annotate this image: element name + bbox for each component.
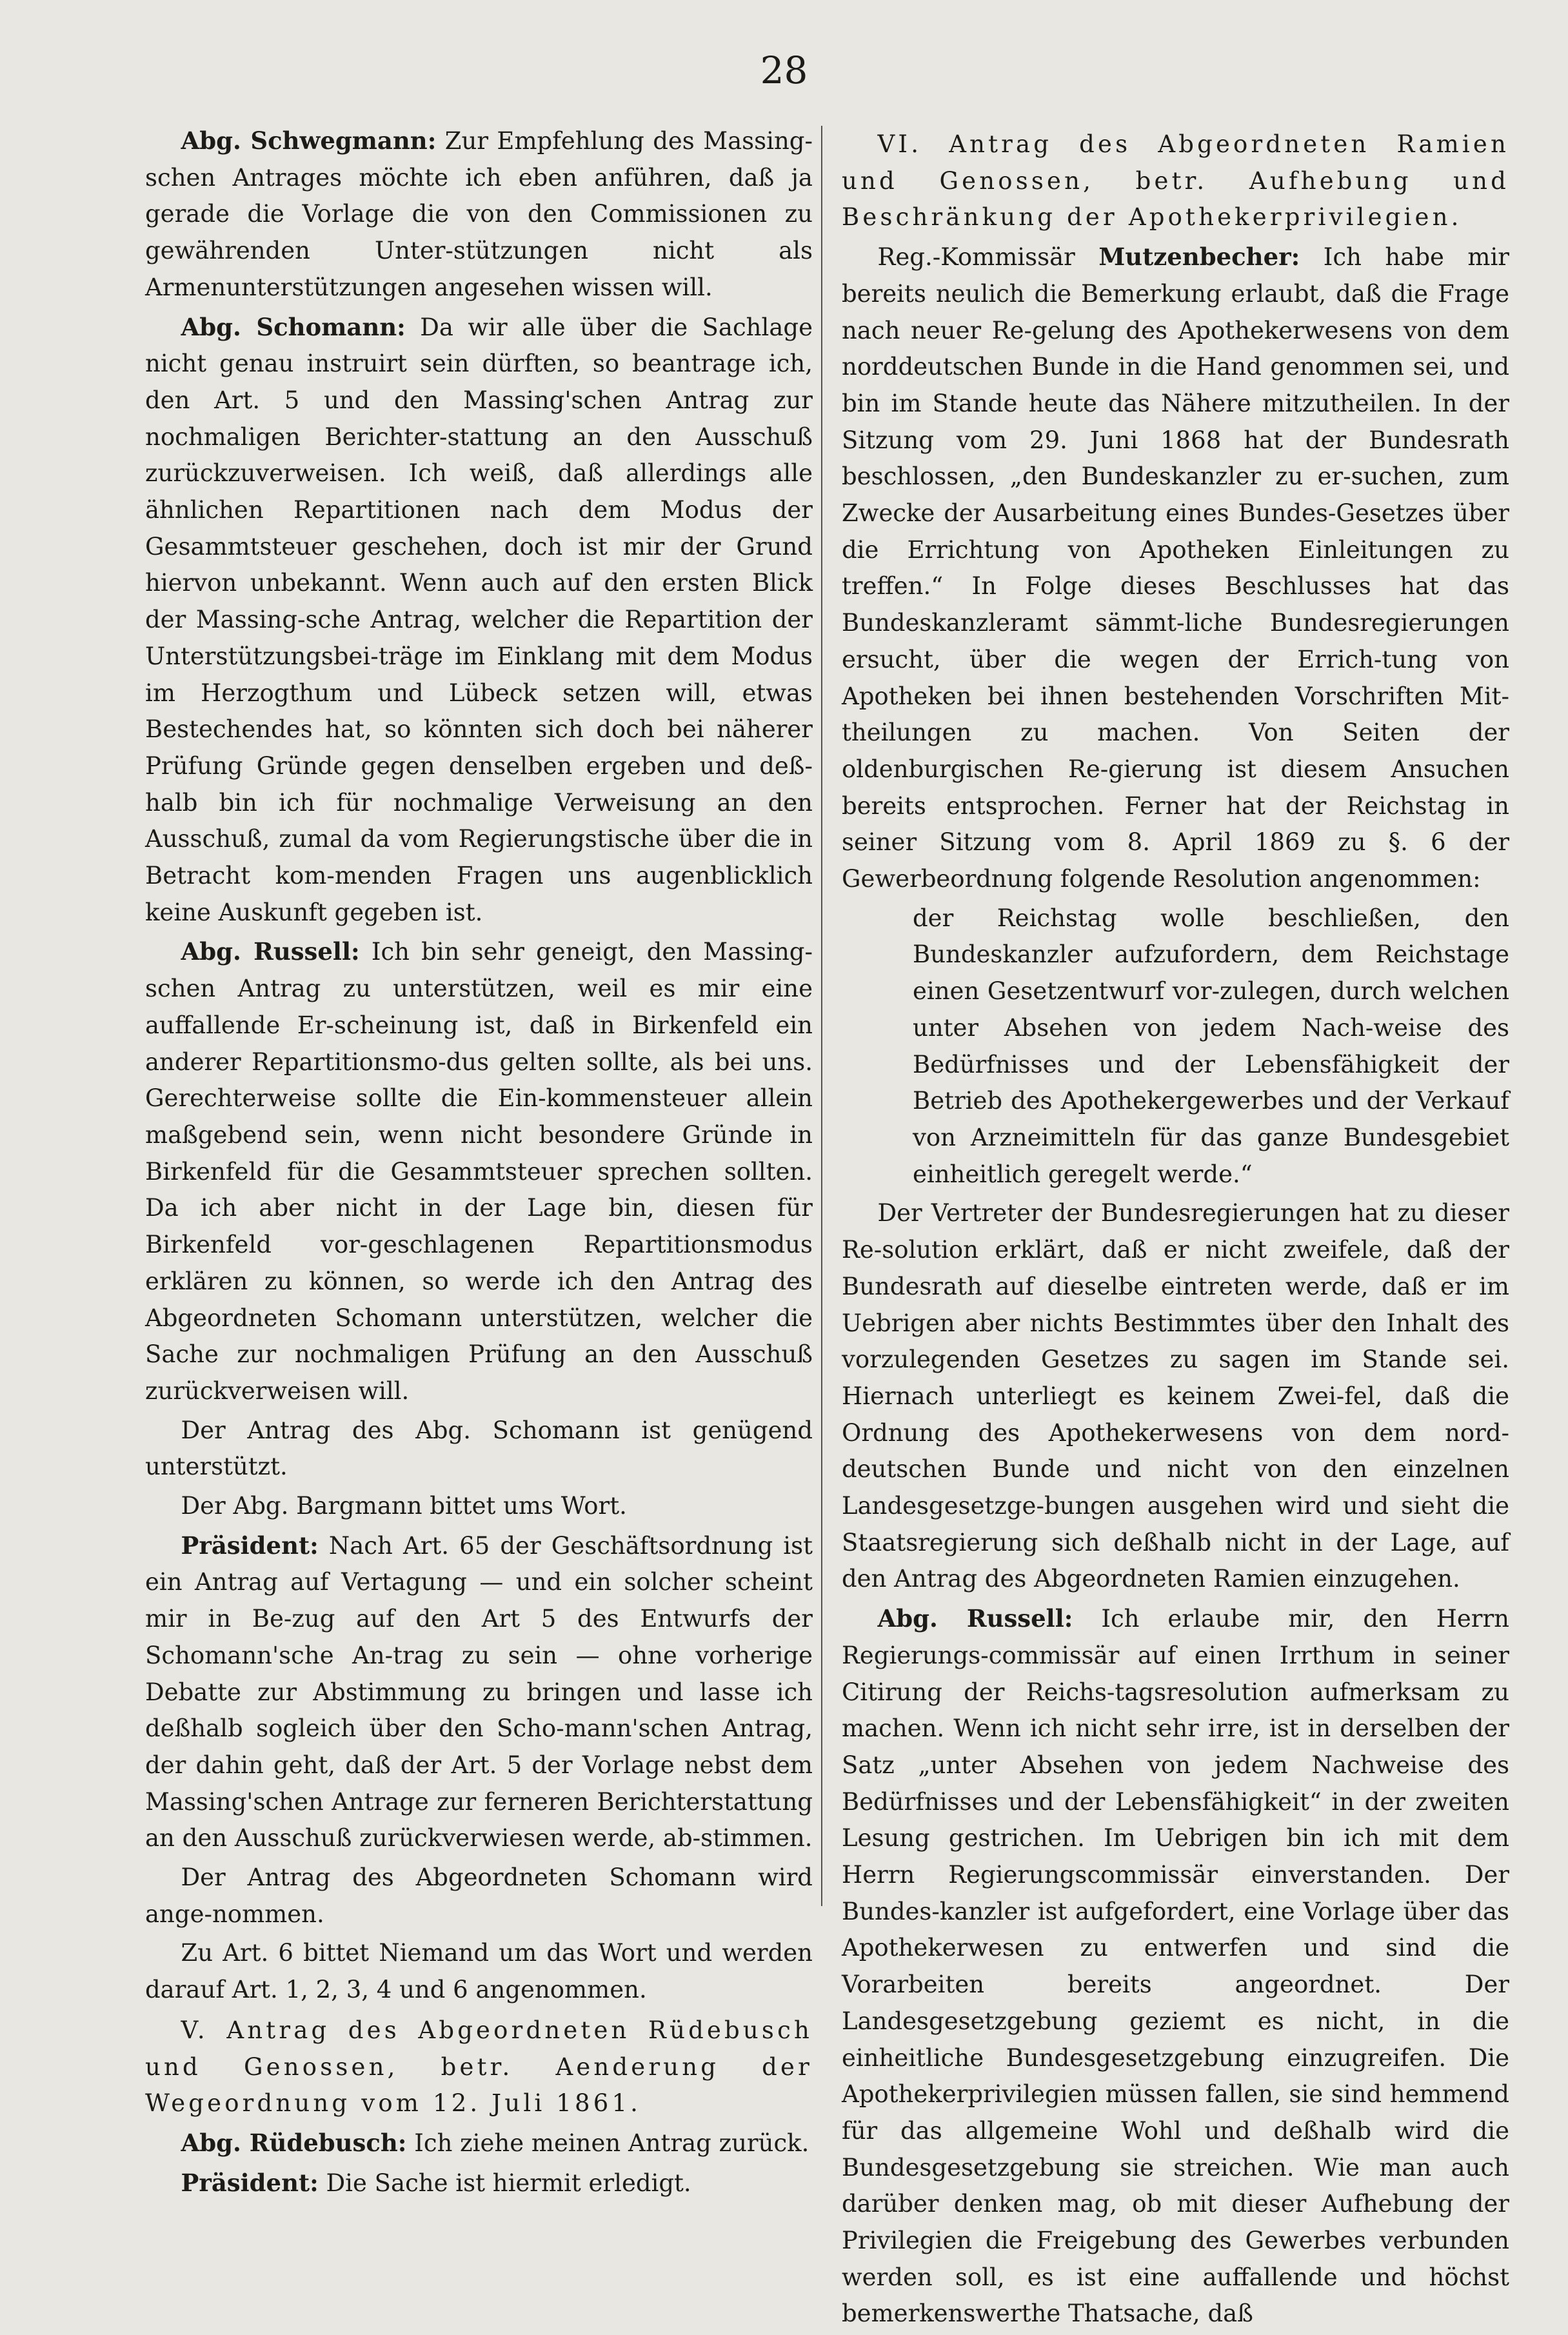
agenda-heading-vi: VI. Antrag des Abgeordneten Ramien und Genossen, betr. Aufhebung und Beschränkung der Apothekerprivilegien. [842,130,1509,232]
paragraph: Der Vertreter der Bundesregierungen hat zu dieser Re-solution erklärt, daß er nicht zweifele, daß der Bundesrath auf dieselbe eintreten werde, daß er im Uebrigen aber nichts Bestimmtes über den Inhalt des vorzulegenden Gesetzes zu sagen im Stande sei. Hiernach unterliegt es keinem Zwei-fel, daß die Ordnung des Apothekerwesens von dem nord-deutschen Bunde und nicht von den einzelnen Landesgesetzge-bungen ausgehen wird und sieht die Staatsregierung sich deßhalb nicht in der Lage, auf den Antrag des Abgeordneten Ramien einzugehen. [842,1199,1509,1593]
speech-mutzenbecher [842,239,1509,898]
page-number: 28 [760,48,808,92]
speech-president [145,1527,813,1857]
speaker-name: Präsident: [181,1531,319,1560]
right-column [842,123,1509,2335]
speech-text: Ich bin sehr geneigt, den Massing-schen Antrag zu unterstützen, weil es mir eine auffallende Er-scheinung ist, daß in Birkenfeld ein anderer Repartitionsmo-dus gelten sollte, als bei uns. Gerechterweise sollte die Ein-kommensteuer allein maßgebend sein, wenn nicht besondere Gründe in Birkenfeld für die Gesammtsteuer sprechen sollten. Da ich aber nicht in der Lage bin, diesen für Birkenfeld vor-geschlagenen Repartitionsmodus erklären zu können, so werde ich den Antrag des Abgeordneten Schomann unterstützen, welcher die Sache zur nochmaligen Prüfung an den Ausschuß zurückverweisen will. [145,938,813,1405]
speech-schwegmann [145,123,813,306]
procedural-note: Der Abg. Bargmann bittet ums Wort. [181,1492,627,1520]
speech-text: Ich erlaube mir, den Herrn Regierungs-commissär auf einen Irrthum in seiner Citirung der Reichs-tagsresolution aufmerksam zu machen. Wenn ich nicht sehr irre, ist in derselben der Satz „unter Absehen von jedem Nachweise des Bedürfnisses und der Lebensfähigkeit“ in der zweiten Lesung gestrichen. Im Uebrigen bin ich mit dem Herrn Regierungscommissär einverstanden. Der Bundes-kanzler ist aufgefordert, eine Vorlage über das Apothekerwesen zu entwerfen und sind die Vorarbeiten bereits angeordnet. Der Landesgesetzgebung geziemt es nicht, in die einheitliche Bundesgesetzgebung einzugreifen. Die Apothekerprivilegien müssen fallen, sie sind hemmend für das allgemeine Wohl und deßhalb wird die Bundesgesetzgebung sie streichen. Wie man auch darüber denken mag, ob mit dieser Aufhebung der Privilegien die Freigebung des Gewerbes verbunden werden soll, es ist eine auffallende und höchst bemerkenswerthe Thatsache, daß [842,1605,1509,2328]
speaker-name: Abg. Russell: [877,1604,1073,1633]
speaker-name: Abg. Rüdebusch: [181,2128,407,2157]
procedural-note: Der Antrag des Abg. Schomann ist genügend unterstützt. [145,1416,813,1481]
speaker-name: Präsident: [181,2168,319,2197]
speech-ruedebusch [145,2125,813,2162]
speech-president [145,2165,813,2202]
speech-text: Die Sache ist hiermit erledigt. [318,2169,691,2197]
speaker-title: Reg.-Kommissär [877,243,1099,272]
speaker-name: Mutzenbecher: [1098,243,1300,272]
speaker-name: Abg. Russell: [181,937,360,966]
resolution-quote: der Reichstag wolle beschließen, den Bundeskanzler aufzufordern, dem Reichstage einen Gesetzentwurf vor-zulegen, durch welchen unter Absehen von jedem Nach-weise des Bedürfnisses und der Lebensfähigkeit der Betrieb des Apothekergewerbes und der Verkauf von Arzneimitteln für das ganze Bundesgebiet einheitlich geregelt werde.“ [913,904,1509,1188]
left-column [145,123,813,2204]
procedural-note: Zu Art. 6 bittet Niemand um das Wort und werden darauf Art. 1, 2, 3, 4 und 6 angenommen. [145,1939,813,2004]
speech-russell [842,1600,1509,2332]
speech-schomann [145,309,813,931]
speech-text: Da wir alle über die Sachlage nicht genau instruirt sein dürften, so beantrage ich, den Art. 5 und den Massing'schen Antrag zur nochmaligen Berichter-stattung an den Ausschuß zurückzuverweisen. Ich weiß, daß allerdings alle ähnlichen Repartitionen nach dem Modus der Gesammtsteuer geschehen, doch ist mir der Grund hiervon unbekannt. Wenn auch auf den ersten Blick der Massing-sche Antrag, welcher die Repartition der Unterstützungsbei-träge im Einklang mit dem Modus im Herzogthum und Lübeck setzen will, etwas Bestechendes hat, so könnten sich doch bei näherer Prüfung Gründe gegen denselben ergeben und deß-halb bin ich für nochmalige Verweisung an den Ausschuß, zumal da vom Regierungstische über die in Betracht kom-menden Fragen uns augenblicklich keine Auskunft gegeben ist. [145,313,813,926]
speech-text: Ich ziehe meinen Antrag zurück. [406,2129,809,2157]
procedural-note: Der Antrag des Abgeordneten Schomann wird ange-nommen. [145,1863,813,1928]
speaker-name: Abg. Schomann: [181,312,406,341]
speech-text: Ich habe mir bereits neulich die Bemerkung erlaubt, daß die Frage nach neuer Re-gelung des Apothekerwesens von dem norddeutschen Bunde in die Hand genommen sei, und bin im Stande heute das Nähere mitzutheilen. In der Sitzung vom 29. Juni 1868 hat der Bundesrath beschlossen, „den Bundeskanzler zu er-suchen, zum Zwecke der Ausarbeitung eines Bundes-Gesetzes über die Errichtung von Apotheken Einleitungen zu treffen.“ In Folge dieses Beschlusses hat das Bundeskanzleramt sämmt-liche Bundesregierungen ersucht, über die wegen der Errich-tung von Apotheken bei ihnen bestehenden Vorschriften Mit-theilungen zu machen. Von Seiten der oldenburgischen Re-gierung ist diesem Ansuchen bereits entsprochen. Ferner hat der Reichstag in seiner Sitzung vom 8. April 1869 zu §. 6 der Gewerbeordnung folgende Resolution angenommen: [842,243,1509,893]
agenda-heading-v: V. Antrag des Abgeordneten Rüdebusch und Genossen, betr. Aenderung der Wegeordnung vom 12. Juli 1861. [145,2016,813,2118]
column-divider [821,126,822,1906]
speaker-name: Abg. Schwegmann: [181,126,437,155]
speech-text: Nach Art. 65 der Geschäftsordnung ist ein Antrag auf Vertagung — und ein solcher scheint mir in Be-zug auf den Art 5 des Entwurfs der Schomann'sche An-trag zu sein — ohne vorherige Debatte zur Abstimmung zu bringen und lasse ich deßhalb sogleich über den Scho-mann'schen Antrag, der dahin geht, daß der Art. 5 der Vorlage nebst dem Massing'schen Antrage zur ferneren Berichterstattung an den Ausschuß zurückverwiesen werde, ab-stimmen. [145,1531,813,1853]
speech-text: Zur Empfehlung des Massing-schen Antrages möchte ich eben anführen, daß ja gerade die Vorlage die von den Commissionen zu gewährenden Unter-stützungen nicht als Armenunterstützungen angesehen wissen will. [145,127,813,301]
speech-russell [145,933,813,1409]
